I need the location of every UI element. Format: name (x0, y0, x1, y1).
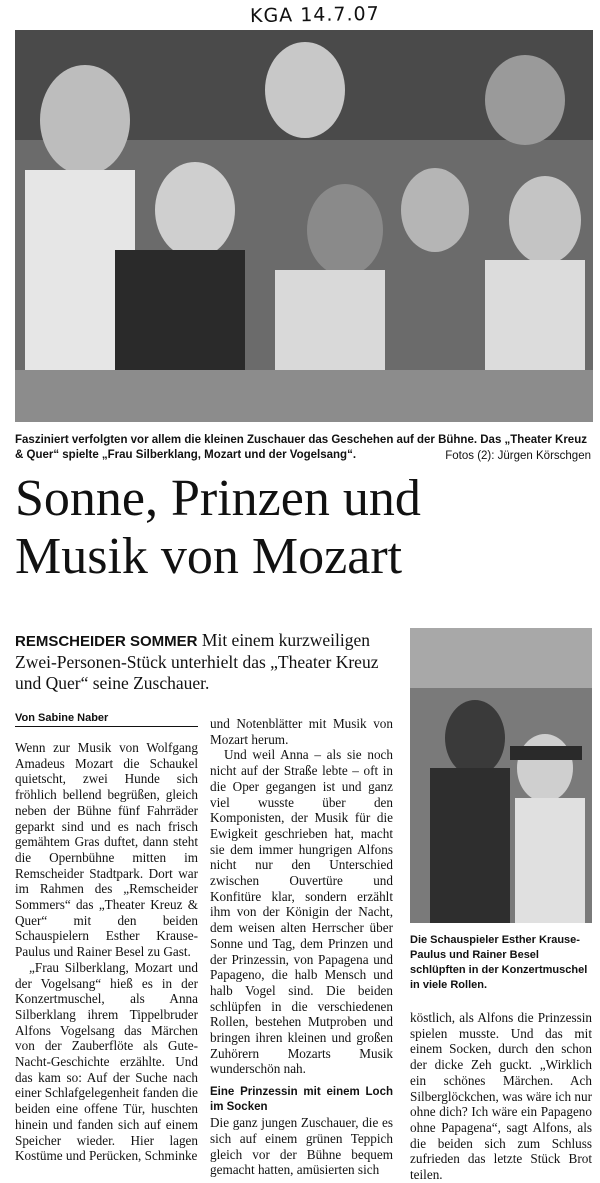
photo-caption: Fasziniert verfolgten vor allem die kleinen Zuschauer das Geschehen auf der Bühne. Das „Theater Kreuz & Quer“ spielte „Frau Silberklang, Mozart und der Vogelsang“. (15, 434, 587, 461)
actors-photo (410, 628, 592, 923)
photo-credit: Fotos (2): Jürgen Körschgen (445, 450, 591, 462)
kicker: REMSCHEIDER SOMMER (15, 633, 198, 650)
headline (15, 470, 595, 586)
subheading: Eine Prinzessin mit einem Loch im Socken (210, 1086, 393, 1114)
paragraph: Wenn zur Musik von Wolfgang Amadeus Mozart die Schaukel quietscht, zwei Hunde sich fröhlich bellend begrüßen, gleich neben der Bühne fünf Fahrräder geparkt sind und es nach frisch gemähtem Gras duftet, dann steht die Opernbühne mitten im Remscheider Stadtpark. Dort war im Rahmen des „Remscheider Sommers“ das „Theater Kreuz & Quer“ mit den beiden Schauspielern Esther Krause-Paulus und Rainer Besel zu Gast. (15, 740, 198, 960)
byline-rule (15, 726, 198, 727)
paragraph: Und weil Anna – als sie noch nicht auf der Straße lebte – oft in die Oper gegangen ist und ganz viel wusste über den Komponisten, der Musik für die Ewigkeit geschrieben hat, macht sie dem immer hungrigen Alfons nicht nur den Unterschied zwischen Ouvertüre und Konfitüre klar, sondern erzählt ihm von der Königin der Nacht, dem weisen alten Herrscher über Sonne und Tag, dem Prinzen und der Prinzessin, von Papagena und Papageno, die halb Mensch und halb Vogel sind. Die beiden schlüpfen in die verschiedenen Rollen, bestehen Mutproben und bringen ihren kleinen und großen Zuhörern Mozarts Musik wunderschön nah. (210, 747, 393, 1077)
headline-line-2: Musik von Mozart (15, 528, 403, 585)
article-column-3 (410, 1010, 592, 1183)
lead-text: Mit einem kurzweiligen Zwei-Personen-Stück unterhielt das „Theater Kreuz und Quer“ seine Zuschauer. (15, 630, 379, 693)
paragraph: köstlich, als Alfons die Prinzessin spielen musste. Und das mit einem Socken, durch den schon der dicke Zeh guckt. „Wirklich ein schönes Märchen. Ach Silberglöckchen, was wäre ich nur ohne dich? Ich wäre ein Papageno ohne Papagena“, sagt Alfons, als die beiden sich zum Schluss zufrieden das letzte Stück Brot teilen. (410, 1010, 592, 1183)
lead-paragraph (15, 630, 400, 694)
byline: Von Sabine Naber (15, 712, 109, 724)
paragraph: und Notenblätter mit Musik von Mozart herum. (210, 716, 393, 747)
paragraph: Die ganz jungen Zuschauer, die es sich auf einem grünen Teppich gleich vor der Bühne bequem gemacht hatten, amüsierten sich (210, 1115, 393, 1178)
paragraph: „Frau Silberklang, Mozart und der Vogelsang“ hieß es in der Konzertmuschel, als Anna Silberklang ihrem Tippelbruder Alfons Vogelsang das Märchen von der Zauberflöte als Gute-Nacht-Geschichte erzählte. Und das kam so: Auf der Suche nach einer Schlafgelegenheit fanden die beiden eine offene Tür, huschten hinein und fanden sich auf einem Speicher wieder. Hier lagen Kostüme und Perücken, Schminke (15, 959, 198, 1164)
headline-line-1: Sonne, Prinzen und (15, 470, 421, 527)
handwritten-date-note: KGA 14.7.07 (249, 2, 380, 28)
actors-photo-caption: Die Schauspieler Esther Krause-Paulus und Rainer Besel schlüpften in der Konzertmuschel in viele Rollen. (410, 934, 588, 991)
article-column-2 (210, 716, 393, 1178)
article-column-1 (15, 740, 198, 1164)
audience-photo (15, 30, 593, 422)
